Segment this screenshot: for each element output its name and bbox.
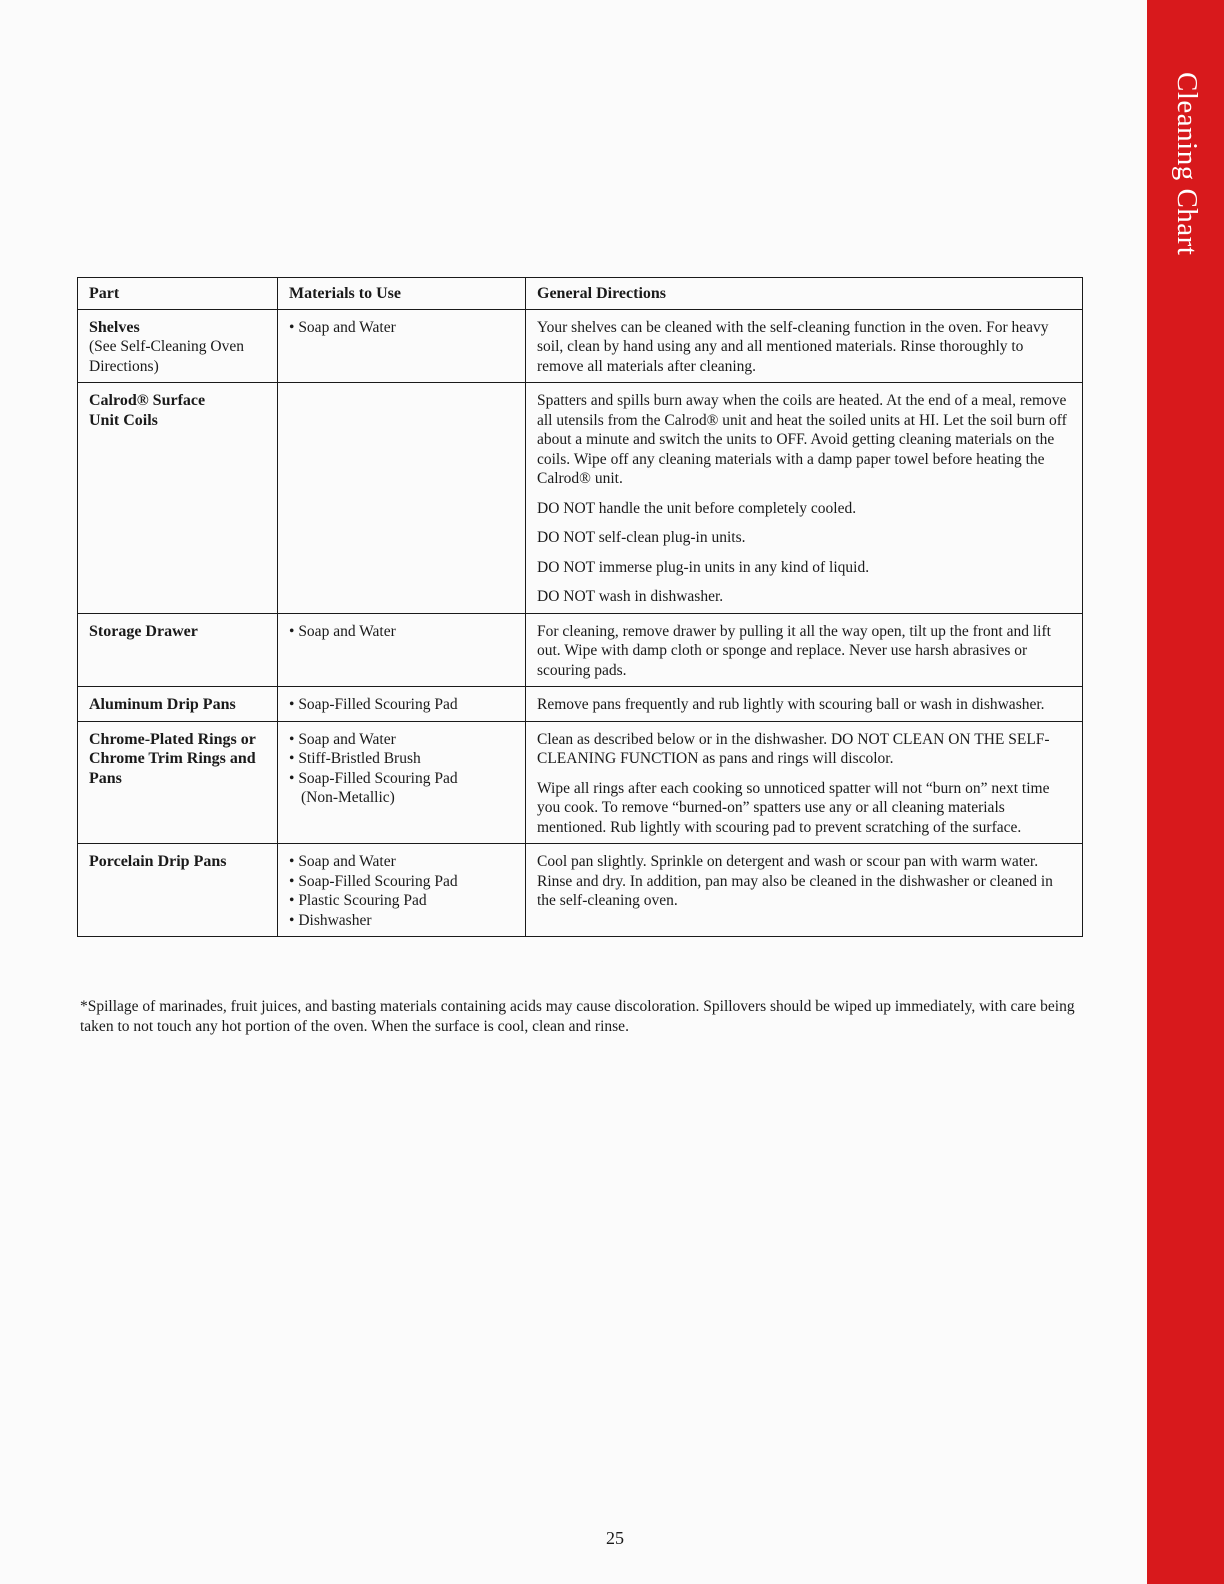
directions-cell (526, 687, 1083, 722)
table-row (78, 687, 1083, 722)
materials-list (289, 852, 515, 930)
part-name: Shelves (89, 318, 140, 336)
material-item: • Soap-Filled Scouring Pad (289, 872, 515, 892)
material-item: • Soap-Filled Scouring Pad (Non-Metallic) (289, 769, 491, 808)
material-item: • Stiff-Bristled Brush (289, 749, 515, 769)
direction-paragraph: Wipe all rings after each cooking so unnoticed spatter will not “burn on” next time you cook. To remove “burned-on” spatters use any or all cleaning materials mentioned. Rub lightly with scouring pad to prevent scratching of the surface. (537, 779, 1050, 836)
direction-paragraph: Cool pan slightly. Sprinkle on detergent and wash or scour pan with warm water. Rinse and dry. In addition, pan may also be cleaned in the dishwasher or cleaned in the self-cleaning oven. (537, 853, 1053, 909)
directions-cell (526, 844, 1083, 937)
materials-list (289, 318, 515, 338)
materials-cell (278, 687, 526, 722)
materials-cell (278, 383, 526, 614)
table-row (78, 613, 1083, 687)
materials-cell (278, 613, 526, 687)
part-note: (See Self-Cleaning Oven Directions) (89, 338, 244, 375)
part-cell (78, 309, 278, 383)
directions-cell (526, 309, 1083, 383)
direction-paragraph: DO NOT self-clean plug-in units. (537, 529, 746, 546)
material-item: • Soap and Water (289, 318, 515, 338)
materials-list (289, 695, 515, 715)
material-item: • Dishwasher (289, 911, 515, 931)
direction-paragraph: DO NOT handle the unit before completely cooled. (537, 499, 857, 517)
part-cell (78, 613, 278, 687)
direction-paragraph: DO NOT immerse plug-in units in any kind of liquid. (537, 558, 870, 576)
material-item: • Soap and Water (289, 852, 515, 872)
table-row (78, 721, 1083, 844)
direction-paragraph: Clean as described below or in the dishwasher. DO NOT CLEAN ON THE SELF-CLEANING FUNCTION as pans and rings will discolor. (537, 730, 1050, 767)
direction-paragraph: Your shelves can be cleaned with the self-cleaning function in the oven. For heavy soil, clean by hand using any and all mentioned materials. Rinse thoroughly to remove all materials after cleaning. (537, 318, 1049, 375)
directions-cell (526, 721, 1083, 844)
part-cell (78, 383, 278, 614)
header-materials: Materials to Use (278, 278, 526, 310)
part-cell (78, 844, 278, 937)
material-item: • Plastic Scouring Pad (289, 891, 515, 911)
section-title: Cleaning Chart (1171, 72, 1203, 256)
part-cell (78, 721, 278, 844)
part-name: Storage Drawer (89, 622, 198, 640)
part-name: Chrome-Plated Rings or Chrome Trim Rings and Pans (89, 730, 256, 787)
part-name: Calrod® Surface Unit Coils (89, 392, 206, 429)
directions-cell (526, 383, 1083, 614)
material-item: • Soap and Water (289, 622, 515, 642)
materials-list (289, 622, 515, 642)
direction-paragraph: For cleaning, remove drawer by pulling it all the way open, tilt up the front and lift out. Wipe with damp cloth or sponge and replace. Never use harsh abrasives or scouring pads. (537, 622, 1051, 679)
header-directions: General Directions (526, 278, 1083, 310)
table-row (78, 844, 1083, 937)
direction-paragraph: Spatters and spills burn away when the coils are heated. At the end of a meal, remove all utensils from the Calrod® unit and heat the soiled units at HI. Let the soil burn off about a minute and switch the units to OFF. Avoid getting cleaning materials on the coils. Wipe off any cleaning materials with a damp paper towel before heating the Calrod® unit. (537, 392, 1067, 487)
materials-cell (278, 309, 526, 383)
part-name: Aluminum Drip Pans (89, 696, 236, 713)
part-name: Porcelain Drip Pans (89, 853, 227, 870)
material-item: • Soap and Water (289, 730, 515, 750)
table-row (78, 309, 1083, 383)
header-part: Part (78, 278, 278, 310)
page-number: 25 (606, 1528, 624, 1548)
material-item: • Soap-Filled Scouring Pad (289, 695, 515, 715)
table-row (78, 383, 1083, 614)
direction-paragraph: Remove pans frequently and rub lightly with scouring ball or wash in dishwasher. (537, 696, 1045, 713)
part-cell (78, 687, 278, 722)
cleaning-chart-table (77, 277, 1083, 937)
footnote: *Spillage of marinades, fruit juices, and basting materials containing acids may cause discoloration. Spillovers should be wiped up immediately, with care being taken to not touch any hot portion of the oven. When the surface is cool, clean and rinse. (80, 998, 1075, 1035)
materials-list (289, 730, 515, 808)
direction-paragraph: DO NOT wash in dishwasher. (537, 588, 724, 605)
table-header-row (78, 278, 1083, 310)
directions-cell (526, 613, 1083, 687)
materials-cell (278, 721, 526, 844)
materials-cell (278, 844, 526, 937)
